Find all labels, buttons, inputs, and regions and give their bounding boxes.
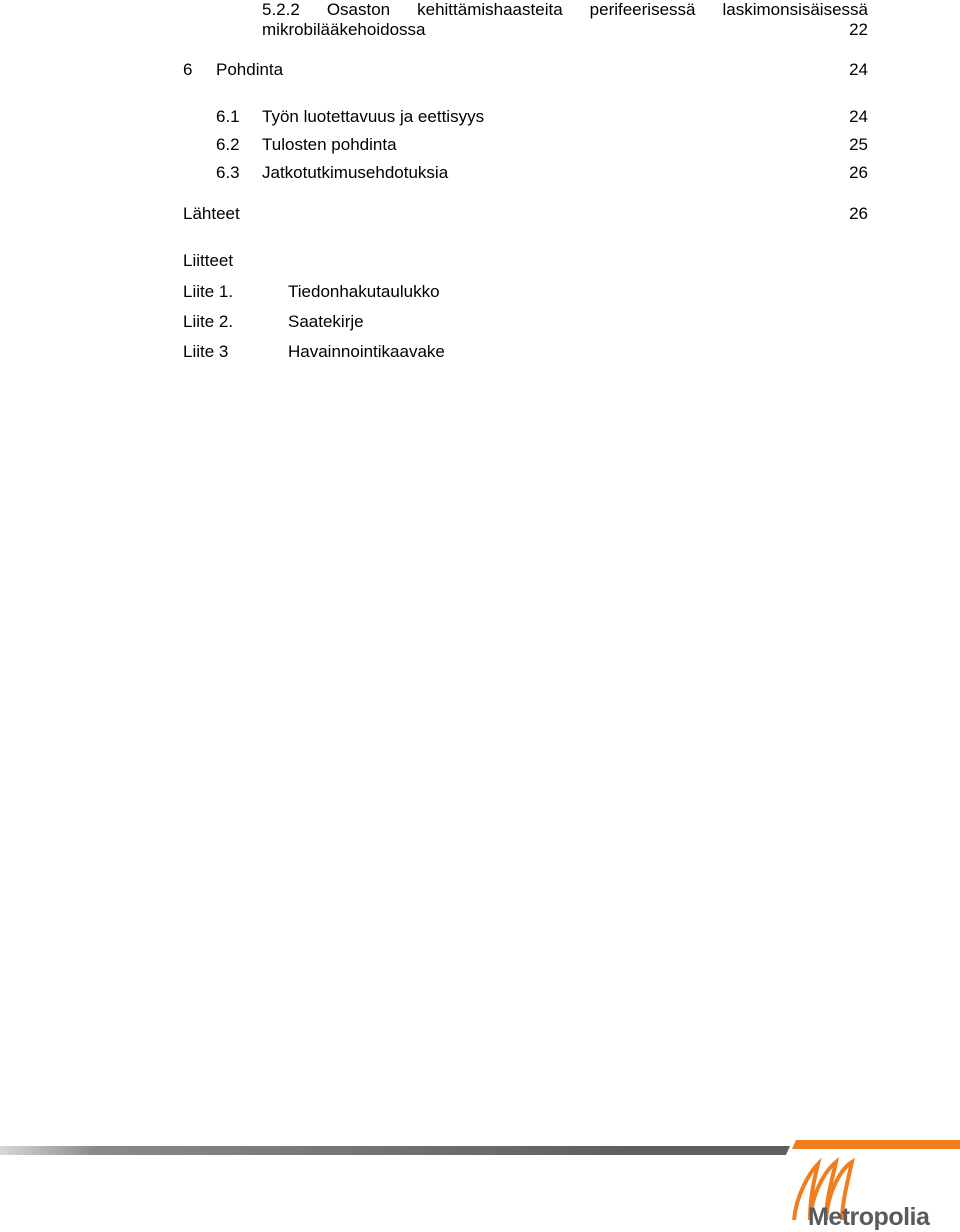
toc-page-number: 24: [849, 60, 868, 79]
toc-entry-word: laskimonsisäisessä: [722, 0, 868, 19]
toc-references-title: Lähteet: [183, 204, 240, 223]
toc-entry-number: 5.2.2: [262, 0, 300, 19]
toc-chapter-title: Pohdinta: [216, 60, 284, 79]
toc-chapter-number: 6: [183, 60, 193, 79]
toc-page-number: 24: [849, 107, 868, 126]
appendix-label: Liite 2.: [183, 312, 234, 331]
toc-entry-5-2-2-line2: mikrobilääkehoidossa: [262, 20, 426, 39]
toc-entry-5-2-2-line1: [262, 0, 868, 20]
toc-page-number: 22: [849, 20, 868, 39]
toc-section-number: 6.3: [216, 163, 240, 182]
appendix-title: Havainnointikaavake: [288, 342, 445, 361]
metropolia-logo-text: Metropolia: [808, 1203, 930, 1231]
toc-entry-word: Osaston: [326, 0, 391, 19]
appendices-heading: Liitteet: [183, 251, 234, 270]
toc-page-number: 26: [849, 204, 868, 223]
appendix-title: Tiedonhakutaulukko: [288, 282, 440, 301]
toc-entry-word: kehittämishaasteita: [417, 0, 563, 19]
appendix-label: Liite 1.: [183, 282, 234, 301]
toc-section-title: Työn luotettavuus ja eettisyys: [262, 107, 485, 126]
toc-page-number: 26: [849, 163, 868, 182]
appendix-title: Saatekirje: [288, 312, 364, 331]
toc-section-number: 6.2: [216, 135, 240, 154]
toc-section-number: 6.1: [216, 107, 240, 126]
toc-entry-word: perifeerisessä: [589, 0, 696, 19]
toc-page-number: 25: [849, 135, 868, 154]
toc-section-title: Tulosten pohdinta: [262, 135, 397, 154]
toc-section-title: Jatkotutkimusehdotuksia: [262, 163, 449, 182]
footer-orange-stripe: [792, 1140, 960, 1149]
footer-gray-stripe: [0, 1146, 790, 1155]
appendix-label: Liite 3: [183, 342, 229, 361]
